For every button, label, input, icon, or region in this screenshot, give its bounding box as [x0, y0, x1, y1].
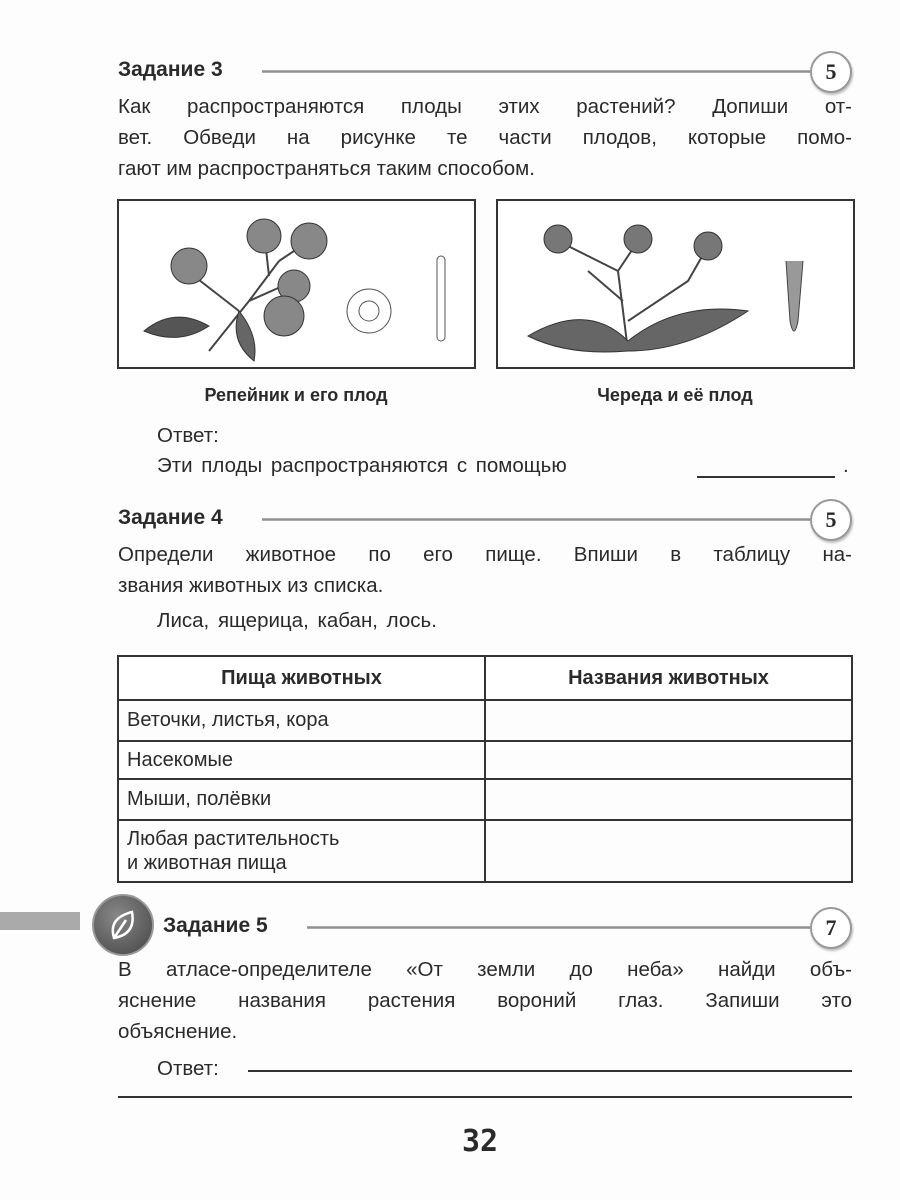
burdock-caption: Репейник и его плод: [204, 385, 388, 405]
animal-list: Лиса, ящерица, кабан, лось.: [157, 609, 437, 632]
bur-marigold-caption: Череда и её плод: [597, 385, 753, 405]
margin-marker-bar: [0, 912, 80, 930]
animal-answer-cell[interactable]: [485, 820, 852, 882]
task5-answer-line-1[interactable]: [248, 1070, 852, 1072]
instruction-line: вет. Обведи на рисунке те части плодов, которые помо-: [118, 126, 852, 149]
task4-score-badge: 5: [810, 499, 852, 541]
task3-rule: [262, 70, 814, 73]
animal-answer-cell[interactable]: [485, 779, 852, 820]
instruction-line: объяснение.: [118, 1020, 238, 1043]
task4-instructions: [118, 539, 852, 601]
task5-answer-label: Ответ:: [157, 1057, 219, 1080]
task5-rule: [307, 926, 814, 929]
food-cell: Любая растительность и животная пища: [118, 820, 485, 882]
task5-answer-line-2[interactable]: [118, 1096, 852, 1098]
task3-answer-field[interactable]: [697, 476, 835, 478]
table-row: [118, 741, 852, 779]
food-cell: Веточки, листья, кора: [118, 700, 485, 741]
task3-answer-label: Ответ:: [157, 424, 219, 447]
animal-food-table: [117, 655, 853, 883]
instruction-line: яснение названия растения вороний глаз. Запиши это: [118, 989, 852, 1012]
task5-instructions: [118, 954, 852, 1047]
task3-instructions: [118, 91, 852, 184]
food-cell: Насекомые: [118, 741, 485, 779]
task4-rule: [262, 518, 814, 521]
instruction-line: звания животных из списка.: [118, 574, 384, 597]
animal-answer-cell[interactable]: [485, 741, 852, 779]
table-header-row: [118, 656, 852, 700]
food-cell: Мыши, полёвки: [118, 779, 485, 820]
task3-score-badge: 5: [810, 51, 852, 93]
table-row: [118, 779, 852, 820]
burdock-illustration: [117, 199, 476, 369]
task4-heading: Задание 4: [118, 506, 223, 529]
task5-score-badge: 7: [810, 907, 852, 949]
task3-answer-period: .: [843, 454, 849, 477]
task3-heading: Задание 3: [118, 58, 223, 81]
header-animal-names: Названия животных: [485, 656, 852, 700]
task5-heading: Задание 5: [163, 914, 268, 937]
table-row: [118, 700, 852, 741]
instruction-line: В атласе-определителе «От земли до неба» найди объ-: [118, 958, 852, 981]
instruction-line: гают им распространяться таким способом.: [118, 157, 535, 180]
header-food: Пища животных: [118, 656, 485, 700]
task3-answer-sentence: Эти плоды распространяются с помощью: [157, 454, 567, 477]
page-number: 32: [461, 1124, 499, 1159]
table-row: [118, 820, 852, 882]
animal-answer-cell[interactable]: [485, 700, 852, 741]
bur-marigold-illustration: [496, 199, 855, 369]
instruction-line: Как распространяются плоды этих растений? Допиши от-: [118, 95, 852, 118]
leaf-icon: [92, 894, 154, 956]
instruction-line: Определи животное по его пище. Впиши в таблицу на-: [118, 543, 852, 566]
